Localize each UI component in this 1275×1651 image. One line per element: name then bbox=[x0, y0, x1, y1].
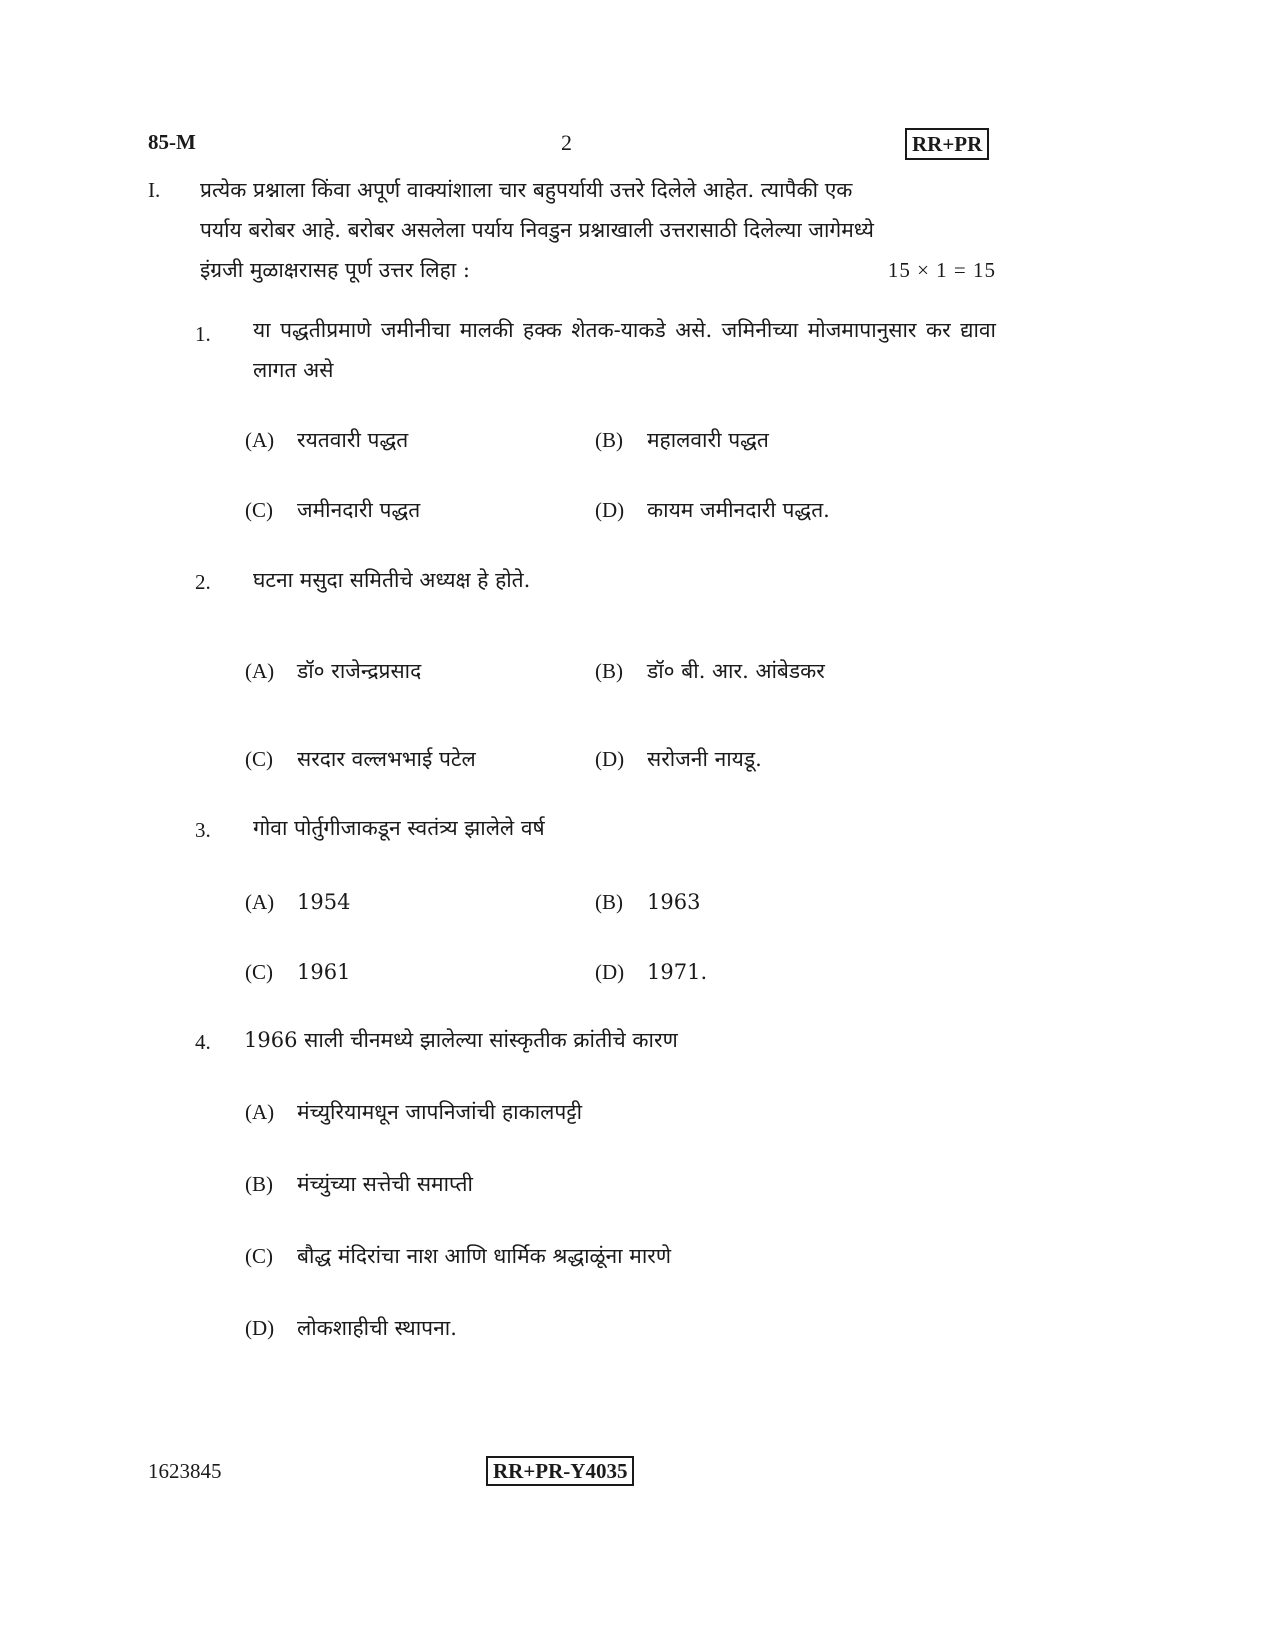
option-text: 1961 bbox=[297, 960, 351, 984]
question-1-option-d bbox=[595, 496, 830, 524]
question-1-text: या पद्धतीप्रमाणे जमीनीचा मालकी हक्क शेतक-याकडे असे. जमिनीच्या मोजमापानुसार कर द्यावा लागत असे bbox=[253, 318, 996, 382]
option-text: सरोजनी नायडू. bbox=[647, 747, 762, 771]
option-label: (D) bbox=[595, 498, 625, 522]
question-4-option-b bbox=[245, 1170, 473, 1198]
question-4-option-d bbox=[245, 1314, 457, 1342]
question-2-option-d bbox=[595, 745, 762, 773]
question-4-number: 4. bbox=[195, 1030, 211, 1054]
question-2-option-c bbox=[245, 745, 476, 773]
question-3-text: गोवा पोर्तुगीजाकडून स्वतंत्र्य झालेले वर्ष bbox=[253, 816, 545, 840]
option-text: 1971. bbox=[647, 960, 708, 984]
option-label: (B) bbox=[595, 890, 623, 914]
option-text: लोकशाहीची स्थापना. bbox=[297, 1316, 457, 1340]
paper-code-header: 85-M bbox=[148, 130, 196, 154]
question-3-option-a bbox=[245, 890, 350, 915]
section-number: I. bbox=[148, 178, 161, 202]
question-1-option-a bbox=[245, 426, 408, 454]
question-3-number: 3. bbox=[195, 818, 211, 842]
option-label: (B) bbox=[245, 1172, 273, 1196]
question-1-option-c bbox=[245, 496, 420, 524]
option-label: (D) bbox=[595, 747, 625, 771]
page-number: 2 bbox=[561, 130, 572, 155]
question-1-option-b bbox=[595, 426, 769, 454]
question-4-option-c bbox=[245, 1242, 671, 1270]
instructions-line-2: पर्याय बरोबर आहे. बरोबर असलेला पर्याय निवडुन प्रश्नाखाली उत्तरासाठी दिलेल्या जागेमध्ये bbox=[200, 218, 874, 242]
marks-scheme: 15 × 1 = 15 bbox=[887, 258, 996, 282]
option-text: 1963 bbox=[647, 890, 701, 914]
option-label: (D) bbox=[245, 1316, 275, 1340]
question-2-number: 2. bbox=[195, 570, 211, 594]
question-3-option-d bbox=[595, 960, 707, 985]
option-text: महालवारी पद्धत bbox=[647, 428, 769, 452]
question-2-option-b bbox=[595, 657, 825, 685]
instructions-line-1: प्रत्येक प्रश्नाला किंवा अपूर्ण वाक्यांशाला चार बहुपर्यायी उत्तरे दिलेले आहेत. त्यापैकी एक bbox=[200, 178, 853, 202]
option-text: रयतवारी पद्धत bbox=[297, 428, 409, 452]
option-text: सरदार वल्लभभाई पटेल bbox=[297, 747, 476, 771]
option-label: (C) bbox=[245, 747, 273, 771]
question-1-number: 1. bbox=[195, 322, 211, 346]
option-text: मंच्युंच्या सत्तेची समाप्ती bbox=[297, 1172, 473, 1196]
question-2-option-a bbox=[245, 657, 421, 685]
option-text: बौद्ध मंदिरांचा नाश आणि धार्मिक श्रद्धाळूंना मारणे bbox=[297, 1244, 672, 1268]
option-label: (B) bbox=[595, 428, 623, 452]
question-3-option-c bbox=[245, 960, 350, 985]
instructions-line-3: इंग्रजी मुळाक्षरासह पूर्ण उत्तर लिहा : bbox=[200, 258, 471, 282]
footer-paper-code: RR+PR-Y4035 bbox=[486, 1456, 634, 1486]
option-label: (A) bbox=[245, 1100, 275, 1124]
option-text: मंच्युरियामधून जापनिजांची हाकालपट्टी bbox=[297, 1100, 583, 1124]
series-badge: RR+PR bbox=[905, 128, 989, 160]
option-label: (B) bbox=[595, 659, 623, 683]
option-label: (A) bbox=[245, 428, 275, 452]
option-label: (C) bbox=[245, 1244, 273, 1268]
option-label: (A) bbox=[245, 659, 275, 683]
option-label: (D) bbox=[595, 960, 625, 984]
option-text: कायम जमीनदारी पद्धत. bbox=[647, 498, 830, 522]
option-text: डॉ० राजेन्द्रप्रसाद bbox=[297, 659, 422, 683]
option-text: डॉ० बी. आर. आंबेडकर bbox=[647, 659, 825, 683]
question-3-option-b bbox=[595, 890, 700, 915]
question-4-option-a bbox=[245, 1098, 582, 1126]
instructions-last-row bbox=[200, 250, 996, 290]
option-text: जमीनदारी पद्धत bbox=[297, 498, 421, 522]
section-instructions bbox=[200, 170, 996, 290]
serial-number: 1623845 bbox=[148, 1459, 222, 1483]
option-text: 1954 bbox=[297, 890, 351, 914]
question-4-text: 1966 साली चीनमध्ये झालेल्या सांस्कृतीक क्रांतीचे कारण bbox=[244, 1028, 678, 1052]
option-label: (C) bbox=[245, 498, 273, 522]
option-label: (C) bbox=[245, 960, 273, 984]
option-label: (A) bbox=[245, 890, 275, 914]
question-2-text: घटना मसुदा समितीचे अध्यक्ष हे होते. bbox=[253, 568, 531, 592]
